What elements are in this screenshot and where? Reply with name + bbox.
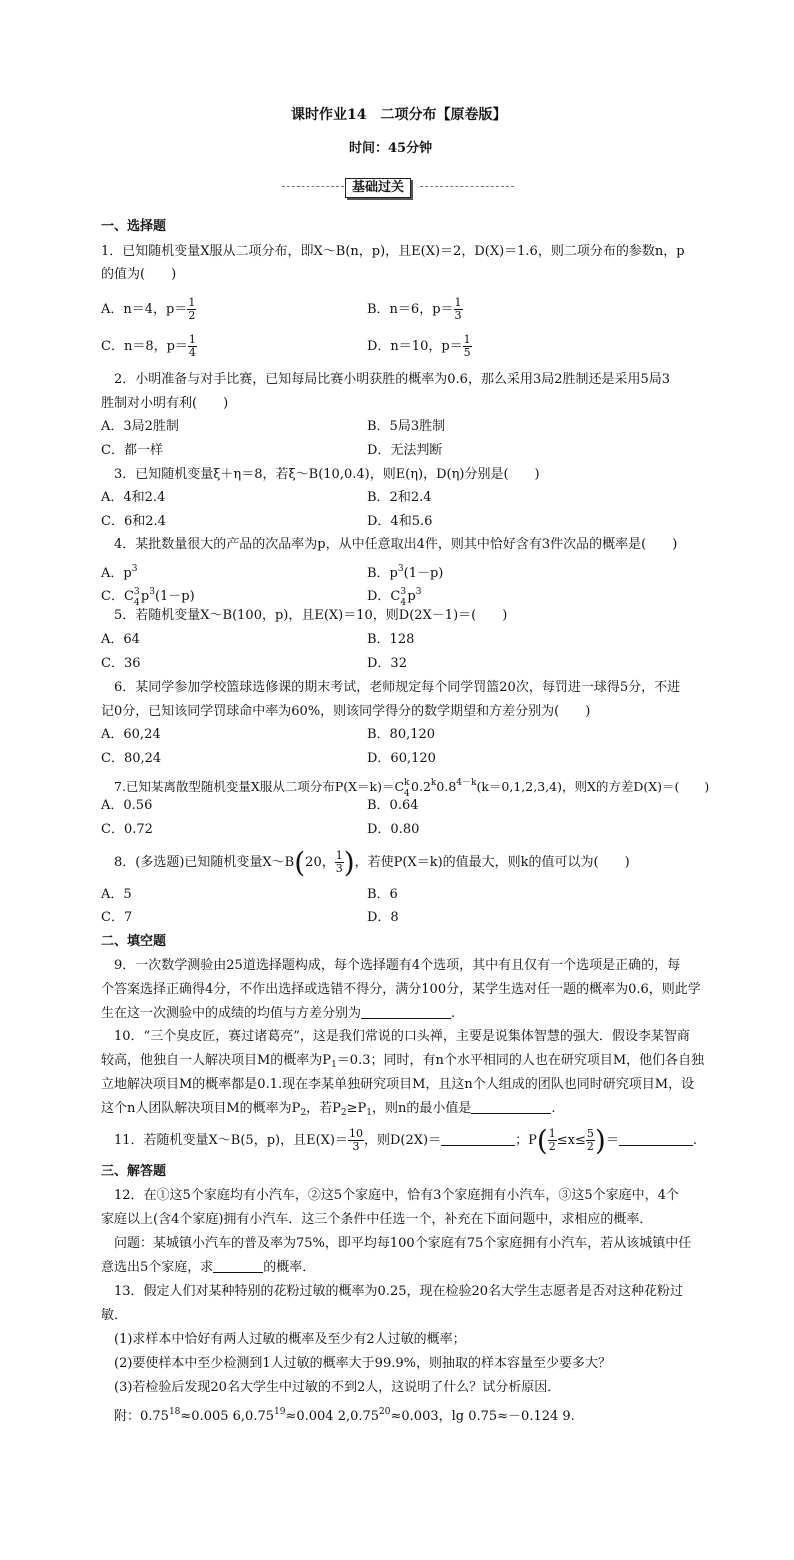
q2-option-c: C．都一样 bbox=[101, 443, 163, 458]
q1-option-c: C．n＝8，p＝ $\frac{1}{4}$ bbox=[101, 333, 196, 359]
q5-option-d: D．32 bbox=[367, 656, 407, 671]
q6-option-c: C．80,24 bbox=[101, 751, 162, 766]
q8-option-b: B．6 bbox=[367, 887, 398, 902]
q9-stem-2: 个答案选择正确得4分，不作出选择或选错不得分，满分100分，某学生选对任一题的概率为0.6，则此学 bbox=[101, 982, 701, 997]
q9-answer-blank[interactable] bbox=[361, 1006, 451, 1019]
q8-stem: 8．(多选题)已知随机变量X～B(20， $\frac{1}{3}$ )，若使P(X＝k)的值最大，则k的值可以为( ) bbox=[114, 846, 630, 879]
q10-answer-blank[interactable] bbox=[471, 1101, 551, 1114]
q7-stem: 7.已知某离散型随机变量X服从二项分布P(X＝k)＝C k 4 $0.2^k0.8^{4-k}(k=0,1,2,3,4)$，则X的方差D(X)＝( ) bbox=[114, 778, 710, 799]
q12-answer-blank[interactable] bbox=[213, 1260, 263, 1273]
q6-option-b: B．80,120 bbox=[367, 727, 436, 742]
q3-option-b: B．2和2.4 bbox=[367, 490, 432, 505]
q2-option-a: A．3局2胜制 bbox=[101, 419, 179, 434]
q5-option-a: A．64 bbox=[101, 632, 140, 647]
q10-stem-2: 较高，他独自一人解决项目M的概率为$P_1=0.3$；同时，有n个水平相同的人也在研究项目M，他们各自独 bbox=[101, 1053, 705, 1070]
q4-option-c: C．C 3 4 $p^3(1-p)$ bbox=[101, 587, 195, 608]
q13-part-1: (1)求样本中恰好有两人过敏的概率及至少有2人过敏的概率； bbox=[114, 1332, 466, 1347]
q4-option-a: A．$p^3$ bbox=[101, 564, 138, 581]
q1-stem-1: 1．已知随机变量X服从二项分布，即X～B(n，p)，且E(X)＝2，D(X)＝1.6，则二项分布的参数n，p bbox=[101, 244, 685, 259]
divider-right bbox=[420, 186, 514, 187]
q6-option-a: A．60,24 bbox=[101, 727, 161, 742]
q5-option-c: C．36 bbox=[101, 656, 141, 671]
q4-option-b: B．$p^3(1-p)$ bbox=[367, 564, 444, 581]
q3-option-a: A．4和2.4 bbox=[101, 490, 166, 505]
q4-option-d: D．C 3 4 $p^3$ bbox=[367, 587, 422, 608]
section-fill: 二、填空题 bbox=[101, 934, 167, 949]
q3-option-d: D．4和5.6 bbox=[367, 514, 433, 529]
q3-stem: 3．已知随机变量ξ＋η＝8，若ξ～B(10,0.4)，则E(η)，D(η)分别是( ) bbox=[114, 467, 540, 482]
q7-option-d: D．0.80 bbox=[367, 822, 420, 837]
q6-option-d: D．60,120 bbox=[367, 751, 436, 766]
q11-answer-blank-1[interactable] bbox=[441, 1133, 515, 1146]
q9-stem-1: 9．一次数学测验由25道选择题构成，每个选择题有4个选项，其中有且仅有一个选项是正确的，每 bbox=[114, 958, 681, 973]
q1-stem-2: 的值为( ) bbox=[101, 267, 177, 282]
q8-option-a: A．5 bbox=[101, 887, 132, 902]
q2-option-d: D．无法判断 bbox=[367, 443, 443, 458]
q1-option-a: A．n＝4，p＝ $\frac{1}{2}$ bbox=[101, 296, 196, 322]
time-limit: 时间：45分钟 bbox=[349, 141, 433, 156]
q4-stem: 4．某批数量很大的产品的次品率为p，从中任意取出4件，则其中恰好含有3件次品的概率是( ) bbox=[114, 537, 678, 552]
page-title: 课时作业14 二项分布【原卷版】 bbox=[291, 107, 507, 123]
q11-stem: 11．若随机变量X～B(5，p)，且E(X)＝ $\frac{10}{3}$ ，则D(2X)＝ ；P( $\frac{1}{2}$ ≤x≤ $\frac{5}{2}$ )＝ . bbox=[114, 1124, 697, 1157]
q10-stem-1: 10．“三个臭皮匠，赛过诸葛亮”，这是我们常说的口头禅，主要是说集体智慧的强大．假设李某智商 bbox=[114, 1029, 690, 1044]
section-answer: 三、解答题 bbox=[101, 1164, 167, 1179]
q7-option-a: A．0.56 bbox=[101, 798, 153, 813]
q12-stem-4: 意选出5个家庭，求 的概率． bbox=[101, 1260, 316, 1275]
q9-stem-3: 生在这一次测验中的成绩的均值与方差分别为 . bbox=[101, 1006, 456, 1021]
q13-part-3: (3)若检验后发现20名大学生中过敏的不到2人，这说明了什么？试分析原因． bbox=[114, 1380, 561, 1395]
q1-option-d: D．n＝10，p＝ $\frac{1}{5}$ bbox=[367, 333, 471, 359]
section-banner: 基础过关 bbox=[345, 178, 411, 198]
q2-option-b: B．5局3胜制 bbox=[367, 419, 446, 434]
q13-stem-2: 敏． bbox=[101, 1308, 128, 1323]
q5-stem: 5．若随机变量X～B(100，p)，且E(X)＝10，则D(2X－1)＝( ) bbox=[114, 608, 508, 623]
divider-left bbox=[282, 186, 344, 187]
q2-stem-1: 2．小明准备与对手比赛，已知每局比赛小明获胜的概率为0.6，那么采用3局2胜制还是采用5局3 bbox=[114, 372, 671, 387]
q11-answer-blank-2[interactable] bbox=[619, 1133, 693, 1146]
q2-stem-2: 胜制对小明有利( ) bbox=[101, 396, 229, 411]
q6-stem-1: 6．某同学参加学校篮球选修课的期末考试，老师规定每个同学罚篮20次，每罚进一球得5分，不进 bbox=[114, 680, 681, 695]
q13-appendix: 附：$0.75^{18}\approx 0.005$ $6,0.75^{19}\approx 0.004$ $2,0.75^{20}\approx 0.003$，lg 0.75≈－0.124 9. bbox=[114, 1407, 575, 1424]
q3-option-c: C．6和2.4 bbox=[101, 514, 166, 529]
q7-option-c: C．0.72 bbox=[101, 822, 153, 837]
q13-part-2: (2)要使样本中至少检测到1人过敏的概率大于99.9%，则抽取的样本容量至少要多大？ bbox=[114, 1356, 611, 1371]
q5-option-b: B．128 bbox=[367, 632, 415, 647]
section-choice: 一、选择题 bbox=[101, 219, 167, 234]
q12-stem-1: 12．在①这5个家庭均有小汽车，②这5个家庭中，恰有3个家庭拥有小汽车，③这5个家庭中，4个 bbox=[114, 1188, 679, 1203]
q10-stem-3: 立地解决项目M的概率都是0.1.现在李某单独研究项目M，且这n个人组成的团队也同时研究项目M，设 bbox=[101, 1077, 695, 1092]
q10-stem-4: 这个n人团队解决项目M的概率为$P_2$，若$P_2\ge P_1$，则n的最小值是 . bbox=[101, 1101, 556, 1118]
q7-option-b: B．0.64 bbox=[367, 798, 419, 813]
q13-stem-1: 13．假定人们对某种特别的花粉过敏的概率为0.25，现在检验20名大学生志愿者是否对这种花粉过 bbox=[114, 1284, 684, 1299]
q12-stem-2: 家庭以上(含4个家庭)拥有小汽车．这三个条件中任选一个，补充在下面问题中，求相应的概率． bbox=[101, 1212, 653, 1227]
q1-option-b: B．n＝6，p＝ $\frac{1}{3}$ bbox=[367, 296, 462, 322]
q12-stem-3: 问题：某城镇小汽车的普及率为75%，即平均每100个家庭有75个家庭拥有小汽车，若从该城镇中任 bbox=[114, 1236, 692, 1251]
q6-stem-2: 记0分，已知该同学罚球命中率为60%，则该同学得分的数学期望和方差分别为( ) bbox=[101, 704, 591, 719]
q8-option-c: C．7 bbox=[101, 910, 133, 925]
q8-option-d: D．8 bbox=[367, 910, 399, 925]
